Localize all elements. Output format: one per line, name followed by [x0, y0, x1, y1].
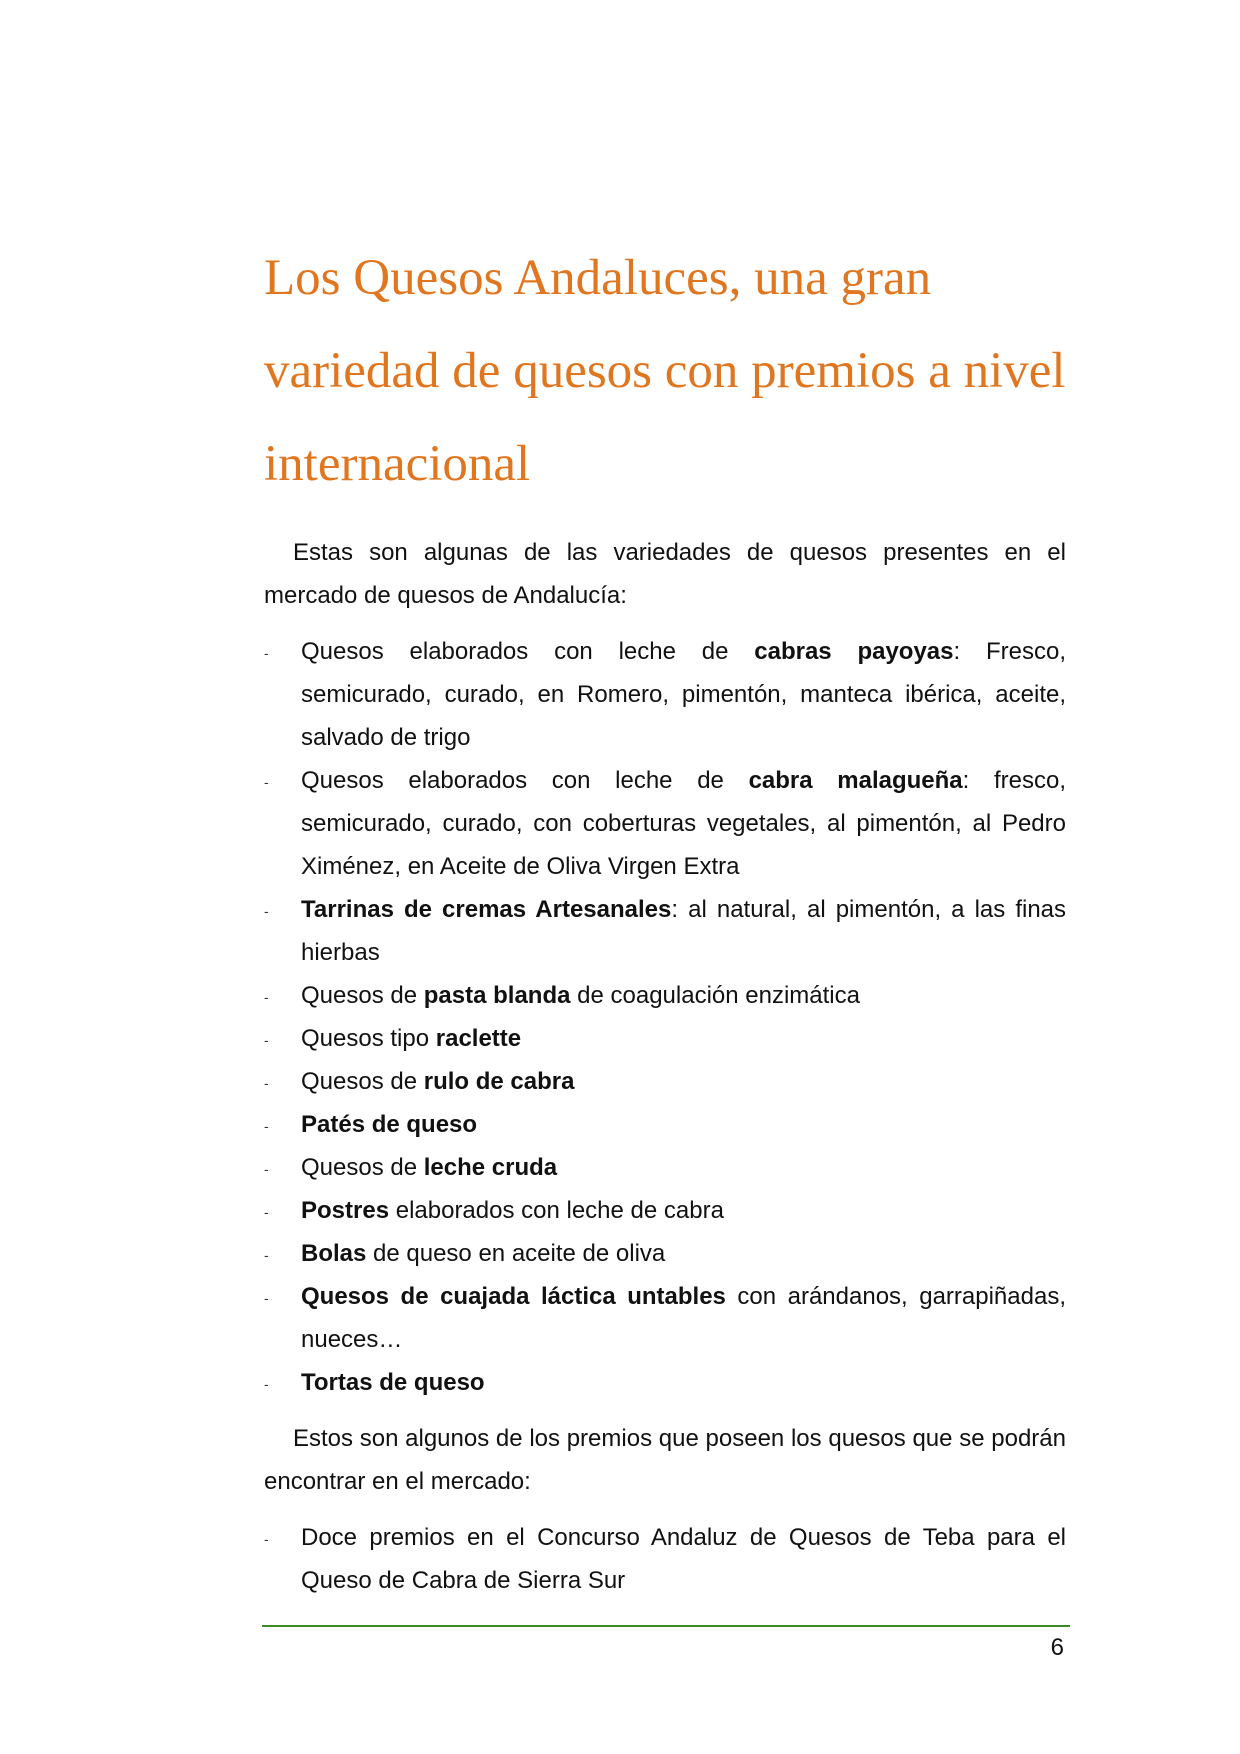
- item-text-before: Quesos de: [301, 1154, 424, 1181]
- item-text-bold: Bolas: [301, 1240, 367, 1267]
- bullet-marker: -: [264, 903, 269, 919]
- page-title: Los Quesos Andaluces, una gran variedad de quesos con premios a nivel internacional: [264, 250, 1066, 492]
- bullet-marker: -: [264, 1204, 269, 1220]
- list-item: [264, 1103, 1066, 1146]
- item-text-bold: rulo de cabra: [423, 1068, 575, 1095]
- awards-list: [264, 1516, 1066, 1602]
- varieties-list: [264, 630, 1066, 1404]
- item-text-after: : Fresco, semicurado, curado, en Romero, pimentón, manteca ibérica, aceite, salvado de trigo: [301, 638, 1067, 751]
- item-text-before: Quesos de: [301, 1068, 424, 1095]
- item-text-bold: pasta blanda: [423, 982, 571, 1009]
- list-item: [264, 759, 1066, 888]
- bullet-marker: -: [264, 1290, 269, 1306]
- item-text-bold: Tarrinas de cremas Artesanales: [301, 896, 672, 923]
- list-item: [264, 630, 1066, 759]
- item-text-bold: Tortas de queso: [301, 1369, 485, 1396]
- page-number: 6: [1050, 1634, 1064, 1661]
- awards-paragraph: Estos son algunos de los premios que poseen los quesos que se podrán encontrar en el mercado:: [264, 1425, 1066, 1495]
- bullet-marker: -: [264, 1376, 269, 1392]
- item-text-before: Quesos elaborados con leche de: [301, 638, 755, 665]
- item-text-bold: cabra malagueña: [748, 767, 963, 794]
- footer-divider: [262, 1625, 1070, 1627]
- list-item: [264, 1017, 1066, 1060]
- item-text-before: Doce premios en el Concurso Andaluz de Quesos de Teba para el Queso de Cabra de Sierra Sur: [301, 1524, 1066, 1594]
- list-item: [264, 1060, 1066, 1103]
- item-text-bold: leche cruda: [423, 1154, 558, 1181]
- bullet-marker: -: [264, 1075, 269, 1091]
- item-text-after: con arándanos, garrapiñadas, nueces…: [301, 1283, 1066, 1353]
- item-text-after: de queso en aceite de oliva: [366, 1240, 666, 1267]
- item-text-before: Quesos tipo: [301, 1025, 436, 1052]
- item-text-after: elaborados con leche de cabra: [389, 1197, 724, 1224]
- item-text-before: Quesos elaborados con leche de: [301, 767, 749, 794]
- list-item: [264, 1361, 1066, 1404]
- intro-paragraph: Estas son algunas de las variedades de quesos presentes en el mercado de quesos de Andalucía:: [264, 539, 1066, 609]
- item-text-bold: raclette: [435, 1025, 522, 1052]
- item-text-after: : al natural, al pimentón, a las finas hierbas: [301, 896, 1067, 966]
- list-item: [264, 888, 1066, 974]
- list-item: [264, 974, 1066, 1017]
- document-body: [264, 531, 1066, 1602]
- bullet-marker: -: [264, 1247, 269, 1263]
- item-text-before: Quesos de: [301, 982, 424, 1009]
- item-text-after: : fresco, semicurado, curado, con coberturas vegetales, al pimentón, al Pedro Ximénez, en Aceite de Oliva Virgen Extra: [301, 767, 1067, 880]
- bullet-marker: -: [264, 645, 269, 661]
- bullet-marker: -: [264, 1531, 269, 1547]
- bullet-marker: -: [264, 1118, 269, 1134]
- list-item: [264, 1232, 1066, 1275]
- item-text-bold: cabras payoyas: [754, 638, 954, 665]
- bullet-marker: -: [264, 1032, 269, 1048]
- item-text-bold: Quesos de cuajada láctica untables: [301, 1283, 726, 1310]
- bullet-marker: -: [264, 1161, 269, 1177]
- list-item: [264, 1275, 1066, 1361]
- bullet-marker: -: [264, 989, 269, 1005]
- item-text-bold: Postres: [301, 1197, 390, 1224]
- item-text-after: de coagulación enzimática: [570, 982, 860, 1009]
- bullet-marker: -: [264, 774, 269, 790]
- list-item: [264, 1146, 1066, 1189]
- list-item: [264, 1189, 1066, 1232]
- item-text-bold: Patés de queso: [301, 1111, 478, 1138]
- list-item: [264, 1516, 1066, 1602]
